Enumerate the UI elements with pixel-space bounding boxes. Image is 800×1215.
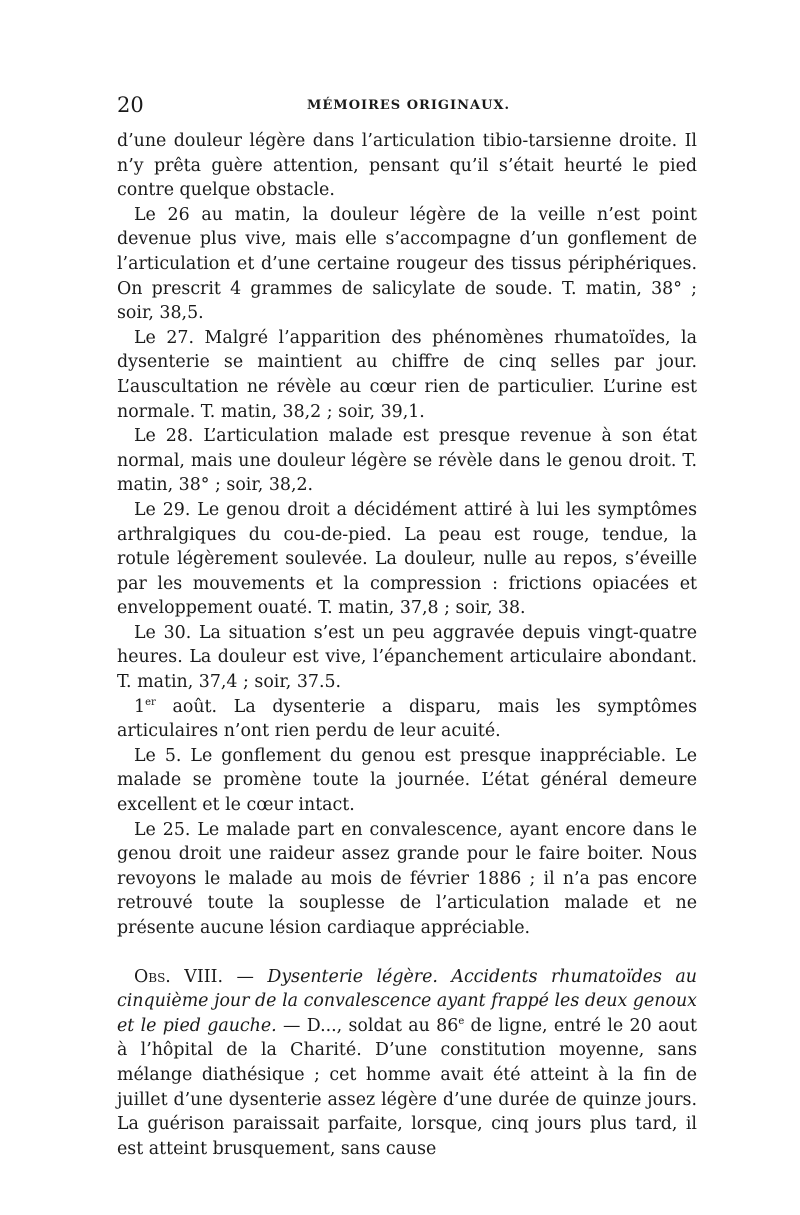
paragraph: Le 26 au matin, la douleur légère de la veille n’est point devenue plus vive, mais elle s’accompagne d’un gonflement de l’articulation et d’une certaine rougeur des tissus périphériques. On prescrit 4 grammes de salicylate de soude. T. matin, 38° ; soir, 38,5. (117, 204, 697, 324)
observation-dash: — (223, 966, 268, 987)
page-body (117, 129, 697, 1161)
observation-paragraph (117, 965, 697, 1162)
observation-text: — D..., soldat au 86 (276, 1015, 459, 1036)
observation-title: Dysenterie légère. Accidents rhumatoïdes au cinquième jour de la convalescence ayant frappé les deux genoux et le pied gauche. (117, 966, 697, 1036)
paragraph: Le 5. Le gonflement du genou est presque inappréciable. Le malade se promène toute la journée. L’état général demeure excellent et le cœur intact. (117, 745, 697, 816)
running-title: MÉMOIRES ORIGINAUX. (307, 98, 511, 113)
paragraph: Le 25. Le malade part en convalescence, ayant encore dans le genou droit une raideur assez grande pour le faire boiter. Nous revoyons le malade au mois de février 1886 ; il n’a pas encore retrouvé toute la souplesse de l’articulation malade et ne présente aucune lésion cardiaque appréciable. (117, 819, 697, 938)
paragraph: Le 27. Malgré l’apparition des phénomènes rhumatoïdes, la dysenterie se maintient au chiffre de cinq selles par jour. L’auscultation ne révèle au cœur rien de particulier. L’urine est normale. T. matin, 38,2 ; soir, 39,1. (117, 327, 697, 422)
paragraph: Le 29. Le genou droit a décidément attiré à lui les symptômes arthralgiques du cou-de-pied. La peau est rouge, tendue, la rotule légèrement soulevée. La douleur, nulle au repos, s’éveille par les mouvements et la compression : frictions opiacées et enveloppement ouaté. T. matin, 37,8 ; soir, 38. (117, 499, 697, 619)
ordinal-suffix: e (458, 1015, 465, 1027)
ordinal-suffix: er (145, 696, 156, 708)
paragraph: Le 30. La situation s’est un peu aggravée depuis vingt-quatre heures. La douleur est vive, l’épanchement articulaire abondant. T. matin, 37,4 ; soir, 37.5. (117, 622, 697, 693)
observation-label: Obs. VIII. (134, 966, 224, 987)
paragraph (117, 695, 697, 744)
day-number: 1 (134, 696, 146, 717)
page-header (117, 93, 697, 119)
paragraph-text: août. La dysenterie a disparu, mais les symptômes articulaires n’ont rien perdu de leur acuité. (117, 696, 697, 742)
observation-text: de ligne, entré le 20 aout à l’hôpital de la Charité. D’une constitution moyenne, sans mélange diathésique ; cet homme avait été atteint à la fin de juillet d’une dysenterie assez légère d’une durée de quinze jours. La guérison paraissait parfaite, lorsque, cinq jours plus tard, il est atteint brusquement, sans cause (117, 1015, 697, 1159)
paragraph: Le 28. L’articulation malade est presque revenue à son état normal, mais une douleur légère se révèle dans le genou droit. T. matin, 38° ; soir, 38,2. (117, 426, 697, 496)
paragraph: d’une douleur légère dans l’articulation tibio-tarsienne droite. Il n’y prêta guère attention, pensant qu’il s’était heurté le pied contre quelque obstacle. (117, 131, 697, 201)
page-number: 20 (117, 93, 144, 117)
